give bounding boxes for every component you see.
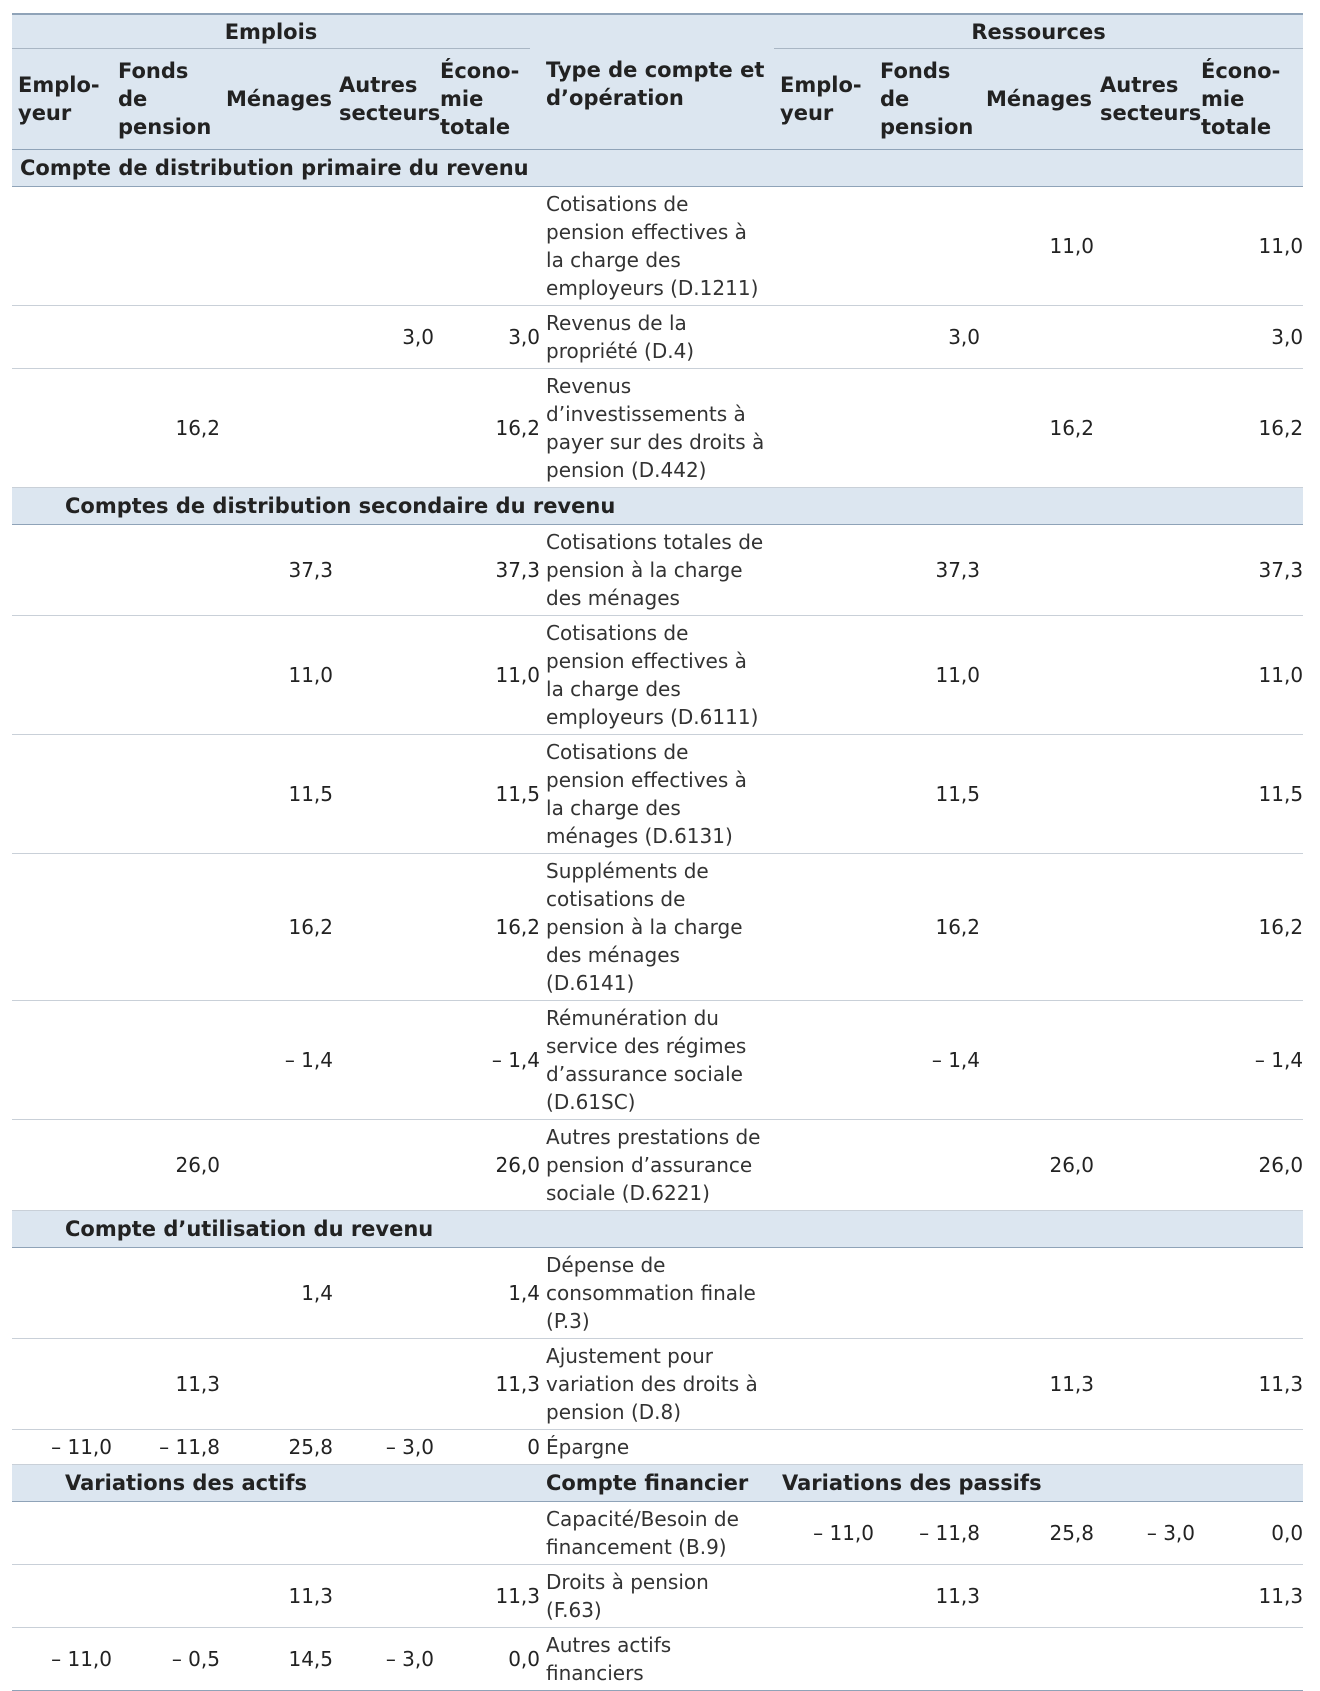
pension-accounts-table bbox=[12, 13, 1303, 1691]
emplois-autres-value: – 3,0 bbox=[333, 1430, 434, 1465]
emplois-autres-value bbox=[333, 1248, 434, 1339]
emplois-autres-value bbox=[333, 1120, 434, 1211]
ressources-employeur-value bbox=[774, 187, 874, 306]
ressources-menages-value: 11,3 bbox=[980, 1339, 1094, 1430]
ressources-fonds-value bbox=[874, 1248, 980, 1339]
emplois-menages-value bbox=[220, 369, 333, 488]
emplois-fonds-value: – 0,5 bbox=[112, 1628, 220, 1691]
operation-label: Dépense de consommation finale (P.3) bbox=[540, 1248, 774, 1339]
ressources-economie-value: 0,0 bbox=[1195, 1502, 1303, 1565]
ressources-employeur-value bbox=[774, 1248, 874, 1339]
emplois-autres-value bbox=[333, 854, 434, 1001]
ressources-autres-value bbox=[1094, 369, 1195, 488]
emplois-fonds-value bbox=[112, 854, 220, 1001]
emplois-fonds-value bbox=[112, 525, 220, 616]
emplois-employeur-value bbox=[12, 525, 112, 616]
emplois-fonds-value: 16,2 bbox=[112, 369, 220, 488]
ressources-fonds-value: 16,2 bbox=[874, 854, 980, 1001]
operation-label: Revenus de la propriété (D.4) bbox=[540, 306, 774, 369]
emplois-menages-value bbox=[220, 306, 333, 369]
ressources-fonds-value: 11,0 bbox=[874, 616, 980, 735]
ressources-autres-value bbox=[1094, 1430, 1195, 1465]
header-emplois: Emplois bbox=[12, 14, 540, 52]
ressources-autres-value bbox=[1094, 1565, 1195, 1628]
ressources-employeur-value: – 11,0 bbox=[774, 1502, 874, 1565]
emplois-economie-value: 37,3 bbox=[434, 525, 540, 616]
section-row bbox=[12, 150, 1303, 187]
table-row bbox=[12, 369, 1303, 488]
ressources-employeur-value bbox=[774, 1628, 874, 1691]
operation-label: Capacité/Besoin de financement (B.9) bbox=[540, 1502, 774, 1565]
emplois-fonds-value bbox=[112, 735, 220, 854]
operation-label: Autres prestations de pension d’assurance sociale (D.6221) bbox=[540, 1120, 774, 1211]
table-row bbox=[12, 1001, 1303, 1120]
operation-label: Cotisations de pension effectives à la charge des employeurs (D.1211) bbox=[540, 187, 774, 306]
col-header-autres: Autres secteurs bbox=[333, 52, 434, 150]
emplois-employeur-value: – 11,0 bbox=[12, 1628, 112, 1691]
emplois-fonds-value bbox=[112, 1565, 220, 1628]
emplois-menages-value: 11,3 bbox=[220, 1565, 333, 1628]
ressources-economie-value: 11,0 bbox=[1195, 187, 1303, 306]
ressources-economie-value: 3,0 bbox=[1195, 306, 1303, 369]
section-title: Compte de distribution primaire du revenu bbox=[12, 150, 1303, 187]
emplois-employeur-value bbox=[12, 616, 112, 735]
ressources-autres-value bbox=[1094, 187, 1195, 306]
ressources-employeur-value bbox=[774, 525, 874, 616]
ressources-autres-value bbox=[1094, 306, 1195, 369]
ressources-fonds-value: 3,0 bbox=[874, 306, 980, 369]
col-header-menages-r: Ménages bbox=[980, 52, 1094, 150]
emplois-fonds-value bbox=[112, 306, 220, 369]
ressources-employeur-value bbox=[774, 369, 874, 488]
section-row-financier bbox=[12, 1465, 1303, 1502]
ressources-employeur-value bbox=[774, 616, 874, 735]
ressources-fonds-value bbox=[874, 1120, 980, 1211]
emplois-menages-value: 11,0 bbox=[220, 616, 333, 735]
emplois-fonds-value bbox=[112, 616, 220, 735]
col-header-employeur: Emplo- yeur bbox=[12, 52, 112, 150]
operation-label: Suppléments de cotisations de pension à la charge des ménages (D.6141) bbox=[540, 854, 774, 1001]
ressources-menages-value bbox=[980, 616, 1094, 735]
emplois-menages-value bbox=[220, 1120, 333, 1211]
ressources-economie-value: 16,2 bbox=[1195, 369, 1303, 488]
operation-label: Épargne bbox=[540, 1430, 774, 1465]
emplois-autres-value bbox=[333, 525, 434, 616]
emplois-menages-value bbox=[220, 1339, 333, 1430]
emplois-fonds-value bbox=[112, 1502, 220, 1565]
table-row bbox=[12, 1502, 1303, 1565]
emplois-fonds-value bbox=[112, 187, 220, 306]
emplois-autres-value: – 3,0 bbox=[333, 1628, 434, 1691]
ressources-autres-value bbox=[1094, 1628, 1195, 1691]
emplois-autres-value: 3,0 bbox=[333, 306, 434, 369]
emplois-economie-value bbox=[434, 187, 540, 306]
section-row bbox=[12, 1211, 1303, 1248]
emplois-economie-value: 11,0 bbox=[434, 616, 540, 735]
ressources-employeur-value bbox=[774, 306, 874, 369]
ressources-menages-value bbox=[980, 525, 1094, 616]
emplois-economie-value: 0 bbox=[434, 1430, 540, 1465]
ressources-fonds-value: – 11,8 bbox=[874, 1502, 980, 1565]
operation-label: Cotisations de pension effectives à la charge des ménages (D.6131) bbox=[540, 735, 774, 854]
emplois-economie-value: 16,2 bbox=[434, 369, 540, 488]
header-type-compte: Type de compte et d’opération bbox=[540, 14, 774, 150]
operation-label: Revenus d’investissements à payer sur des droits à pension (D.442) bbox=[540, 369, 774, 488]
ressources-autres-value bbox=[1094, 854, 1195, 1001]
table-row bbox=[12, 1628, 1303, 1691]
ressources-autres-value bbox=[1094, 525, 1195, 616]
ressources-economie-value: 26,0 bbox=[1195, 1120, 1303, 1211]
emplois-employeur-value bbox=[12, 1001, 112, 1120]
col-header-fonds: Fonds de pension bbox=[112, 52, 220, 150]
ressources-fonds-value bbox=[874, 1339, 980, 1430]
emplois-employeur-value bbox=[12, 1120, 112, 1211]
ressources-menages-value: 26,0 bbox=[980, 1120, 1094, 1211]
emplois-fonds-value: 11,3 bbox=[112, 1339, 220, 1430]
ressources-fonds-value: 11,5 bbox=[874, 735, 980, 854]
ressources-economie-value: – 1,4 bbox=[1195, 1001, 1303, 1120]
emplois-menages-value: 1,4 bbox=[220, 1248, 333, 1339]
ressources-economie-value: 16,2 bbox=[1195, 854, 1303, 1001]
ressources-autres-value bbox=[1094, 735, 1195, 854]
ressources-autres-value bbox=[1094, 1120, 1195, 1211]
emplois-economie-value: 11,5 bbox=[434, 735, 540, 854]
emplois-economie-value: 11,3 bbox=[434, 1565, 540, 1628]
section-title-var-actifs: Variations des actifs bbox=[12, 1465, 540, 1502]
emplois-menages-value: 25,8 bbox=[220, 1430, 333, 1465]
ressources-employeur-value bbox=[774, 1001, 874, 1120]
ressources-fonds-value: 37,3 bbox=[874, 525, 980, 616]
ressources-menages-value bbox=[980, 854, 1094, 1001]
emplois-menages-value bbox=[220, 187, 333, 306]
ressources-autres-value bbox=[1094, 1339, 1195, 1430]
ressources-autres-value bbox=[1094, 1001, 1195, 1120]
emplois-autres-value bbox=[333, 1565, 434, 1628]
ressources-economie-value: 37,3 bbox=[1195, 525, 1303, 616]
emplois-economie-value: 16,2 bbox=[434, 854, 540, 1001]
col-header-economie: Écono- mie totale bbox=[434, 52, 540, 150]
emplois-menages-value: 37,3 bbox=[220, 525, 333, 616]
operation-label: Ajustement pour variation des droits à pension (D.8) bbox=[540, 1339, 774, 1430]
emplois-employeur-value bbox=[12, 1248, 112, 1339]
table-row bbox=[12, 1430, 1303, 1465]
ressources-menages-value bbox=[980, 1248, 1094, 1339]
ressources-economie-value: 11,3 bbox=[1195, 1565, 1303, 1628]
emplois-economie-value: 11,3 bbox=[434, 1339, 540, 1430]
section-title-financier: Compte financier bbox=[540, 1465, 774, 1502]
emplois-employeur-value bbox=[12, 187, 112, 306]
emplois-menages-value: 14,5 bbox=[220, 1628, 333, 1691]
operation-label: Cotisations de pension effectives à la charge des employeurs (D.6111) bbox=[540, 616, 774, 735]
ressources-employeur-value bbox=[774, 1120, 874, 1211]
col-header-economie-r: Écono- mie totale bbox=[1195, 52, 1303, 150]
emplois-fonds-value bbox=[112, 1248, 220, 1339]
emplois-autres-value bbox=[333, 1339, 434, 1430]
operation-label: Droits à pension (F.63) bbox=[540, 1565, 774, 1628]
ressources-menages-value bbox=[980, 735, 1094, 854]
emplois-employeur-value bbox=[12, 854, 112, 1001]
emplois-fonds-value bbox=[112, 1001, 220, 1120]
ressources-fonds-value: – 1,4 bbox=[874, 1001, 980, 1120]
emplois-economie-value: – 1,4 bbox=[434, 1001, 540, 1120]
emplois-economie-value: 1,4 bbox=[434, 1248, 540, 1339]
table-row bbox=[12, 1339, 1303, 1430]
ressources-employeur-value bbox=[774, 1430, 874, 1465]
ressources-menages-value bbox=[980, 1628, 1094, 1691]
ressources-menages-value: 25,8 bbox=[980, 1502, 1094, 1565]
emplois-autres-value bbox=[333, 735, 434, 854]
emplois-autres-value bbox=[333, 1502, 434, 1565]
emplois-menages-value: 16,2 bbox=[220, 854, 333, 1001]
header-ressources: Ressources bbox=[774, 14, 1303, 52]
emplois-economie-value: 0,0 bbox=[434, 1628, 540, 1691]
ressources-fonds-value bbox=[874, 187, 980, 306]
ressources-employeur-value bbox=[774, 735, 874, 854]
ressources-fonds-value bbox=[874, 1430, 980, 1465]
emplois-autres-value bbox=[333, 1001, 434, 1120]
emplois-menages-value: 11,5 bbox=[220, 735, 333, 854]
emplois-employeur-value bbox=[12, 1502, 112, 1565]
table-row bbox=[12, 1120, 1303, 1211]
table-row bbox=[12, 306, 1303, 369]
emplois-employeur-value bbox=[12, 1565, 112, 1628]
operation-label: Rémunération du service des régimes d’assurance sociale (D.61SC) bbox=[540, 1001, 774, 1120]
table-row bbox=[12, 525, 1303, 616]
emplois-autres-value bbox=[333, 187, 434, 306]
ressources-menages-value bbox=[980, 1001, 1094, 1120]
emplois-employeur-value bbox=[12, 369, 112, 488]
ressources-economie-value: 11,5 bbox=[1195, 735, 1303, 854]
emplois-menages-value bbox=[220, 1502, 333, 1565]
emplois-fonds-value: – 11,8 bbox=[112, 1430, 220, 1465]
ressources-employeur-value bbox=[774, 854, 874, 1001]
emplois-employeur-value bbox=[12, 1339, 112, 1430]
section-row bbox=[12, 488, 1303, 525]
ressources-menages-value: 11,0 bbox=[980, 187, 1094, 306]
col-header-employeur-r: Emplo- yeur bbox=[774, 52, 874, 150]
ressources-employeur-value bbox=[774, 1339, 874, 1430]
emplois-fonds-value: 26,0 bbox=[112, 1120, 220, 1211]
emplois-economie-value: 26,0 bbox=[434, 1120, 540, 1211]
ressources-economie-value bbox=[1195, 1628, 1303, 1691]
ressources-fonds-value: 11,3 bbox=[874, 1565, 980, 1628]
table-row bbox=[12, 1248, 1303, 1339]
ressources-menages-value bbox=[980, 1430, 1094, 1465]
ressources-employeur-value bbox=[774, 1565, 874, 1628]
emplois-menages-value: – 1,4 bbox=[220, 1001, 333, 1120]
table-row bbox=[12, 1565, 1303, 1628]
ressources-menages-value bbox=[980, 306, 1094, 369]
operation-label: Autres actifs financiers bbox=[540, 1628, 774, 1691]
ressources-menages-value: 16,2 bbox=[980, 369, 1094, 488]
ressources-menages-value bbox=[980, 1565, 1094, 1628]
section-title: Compte d’utilisation du revenu bbox=[12, 1211, 1303, 1248]
emplois-economie-value bbox=[434, 1502, 540, 1565]
table-row bbox=[12, 735, 1303, 854]
ressources-fonds-value bbox=[874, 369, 980, 488]
section-title: Comptes de distribution secondaire du revenu bbox=[12, 488, 1303, 525]
table-row bbox=[12, 187, 1303, 306]
emplois-employeur-value: – 11,0 bbox=[12, 1430, 112, 1465]
table-row bbox=[12, 616, 1303, 735]
emplois-economie-value: 3,0 bbox=[434, 306, 540, 369]
ressources-economie-value bbox=[1195, 1248, 1303, 1339]
section-title-var-passifs: Variations des passifs bbox=[774, 1465, 1303, 1502]
col-header-menages: Ménages bbox=[220, 52, 333, 150]
table-row bbox=[12, 854, 1303, 1001]
col-header-autres-r: Autres secteurs bbox=[1094, 52, 1195, 150]
ressources-autres-value bbox=[1094, 616, 1195, 735]
ressources-economie-value: 11,3 bbox=[1195, 1339, 1303, 1430]
emplois-autres-value bbox=[333, 616, 434, 735]
emplois-employeur-value bbox=[12, 306, 112, 369]
ressources-autres-value: – 3,0 bbox=[1094, 1502, 1195, 1565]
ressources-autres-value bbox=[1094, 1248, 1195, 1339]
ressources-economie-value: 11,0 bbox=[1195, 616, 1303, 735]
operation-label: Cotisations totales de pension à la charge des ménages bbox=[540, 525, 774, 616]
emplois-autres-value bbox=[333, 369, 434, 488]
ressources-fonds-value bbox=[874, 1628, 980, 1691]
emplois-employeur-value bbox=[12, 735, 112, 854]
header-row-groups bbox=[12, 14, 1303, 52]
col-header-fonds-r: Fonds de pension bbox=[874, 52, 980, 150]
ressources-economie-value bbox=[1195, 1430, 1303, 1465]
